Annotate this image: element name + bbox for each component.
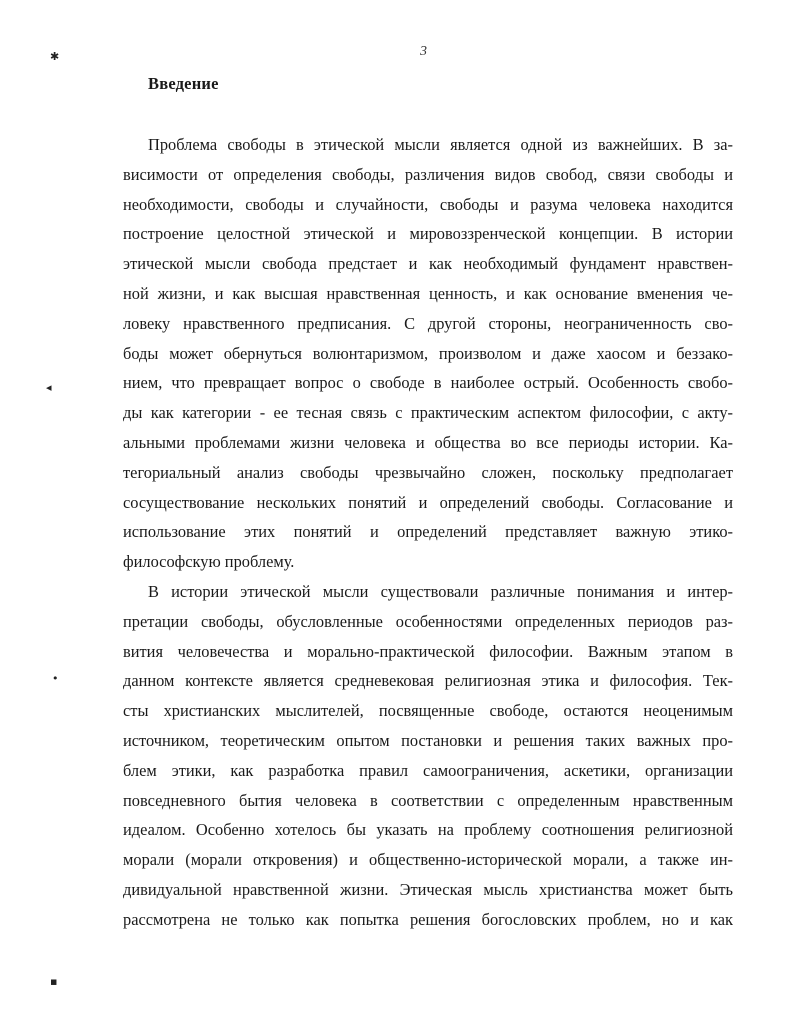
scan-mark: ▪: [50, 975, 58, 988]
text-line: этической мысли свобода предстает и как необходимый фундамент нравствен-: [123, 254, 733, 274]
scan-mark: •: [52, 672, 59, 685]
text-line: блем этики, как разработка правил самоограничения, аскетики, организации: [123, 760, 733, 780]
scan-mark: ◂: [46, 381, 52, 394]
text-line: морали (морали откровения) и общественно-исторической морали, а также ин-: [123, 850, 733, 870]
text-line: рассмотрена не только как попытка решения богословских проблем, но и как: [123, 909, 733, 929]
text-line: ной жизни, и как высшая нравственная ценность, и как основание вменения че-: [123, 283, 733, 303]
text-line: альными проблемами жизни человека и общества во все периоды истории. Ка-: [123, 432, 733, 452]
text-line: философскую проблему.: [123, 552, 295, 572]
text-line: данном контексте является средневековая религиозная этика и философия. Тек-: [123, 671, 733, 691]
page-number: 3: [420, 44, 427, 59]
text-line: повседневного бытия человека в соответствии с определенным нравственным: [123, 790, 733, 810]
text-line: использование этих понятий и определений представляет важную этико-: [123, 522, 733, 542]
text-line: дивидуальной нравственной жизни. Этическая мысль христианства может быть: [123, 879, 733, 899]
text-line: построение целостной этической и мировоззренческой концепции. В истории: [123, 224, 733, 244]
body-text: [123, 133, 733, 938]
text-line: боды может обернуться волюнтаризмом, произволом и даже хаосом и беззако-: [123, 343, 733, 363]
text-line: сосуществование нескольких понятий и определений свободы. Согласование и: [123, 492, 733, 512]
text-line: источником, теоретическим опытом постановки и решения таких важных про-: [123, 730, 733, 750]
section-heading: Введение: [148, 74, 219, 93]
scan-mark: ✱: [50, 50, 60, 63]
text-line: нием, что превращает вопрос о свободе в наиболее острый. Особенность свобо-: [123, 373, 733, 393]
text-line: вития человечества и морально-практической философии. Важным этапом в: [123, 641, 733, 661]
text-line: претации свободы, обусловленные особенностями определенных периодов раз-: [123, 611, 733, 631]
text-line: ловеку нравственного предписания. С другой стороны, неограниченность сво-: [123, 313, 733, 333]
text-line: Проблема свободы в этической мысли является одной из важнейших. В за-: [148, 135, 733, 154]
text-line: ды как категории - ее тесная связь с практическим аспектом философии, с акту-: [123, 403, 733, 423]
text-line: тегориальный анализ свободы чрезвычайно сложен, поскольку предполагает: [123, 462, 733, 482]
text-line: В истории этической мысли существовали различные понимания и интер-: [148, 581, 733, 601]
text-line: висимости от определения свободы, различения видов свобод, связи свободы и: [123, 164, 733, 184]
text-line: идеалом. Особенно хотелось бы указать на проблему соотношения религиозной: [123, 820, 733, 840]
text-line: сты христианских мыслителей, посвященные свободе, остаются неоценимым: [123, 701, 733, 721]
text-line: необходимости, свободы и случайности, свободы и разума человека находится: [123, 194, 733, 214]
